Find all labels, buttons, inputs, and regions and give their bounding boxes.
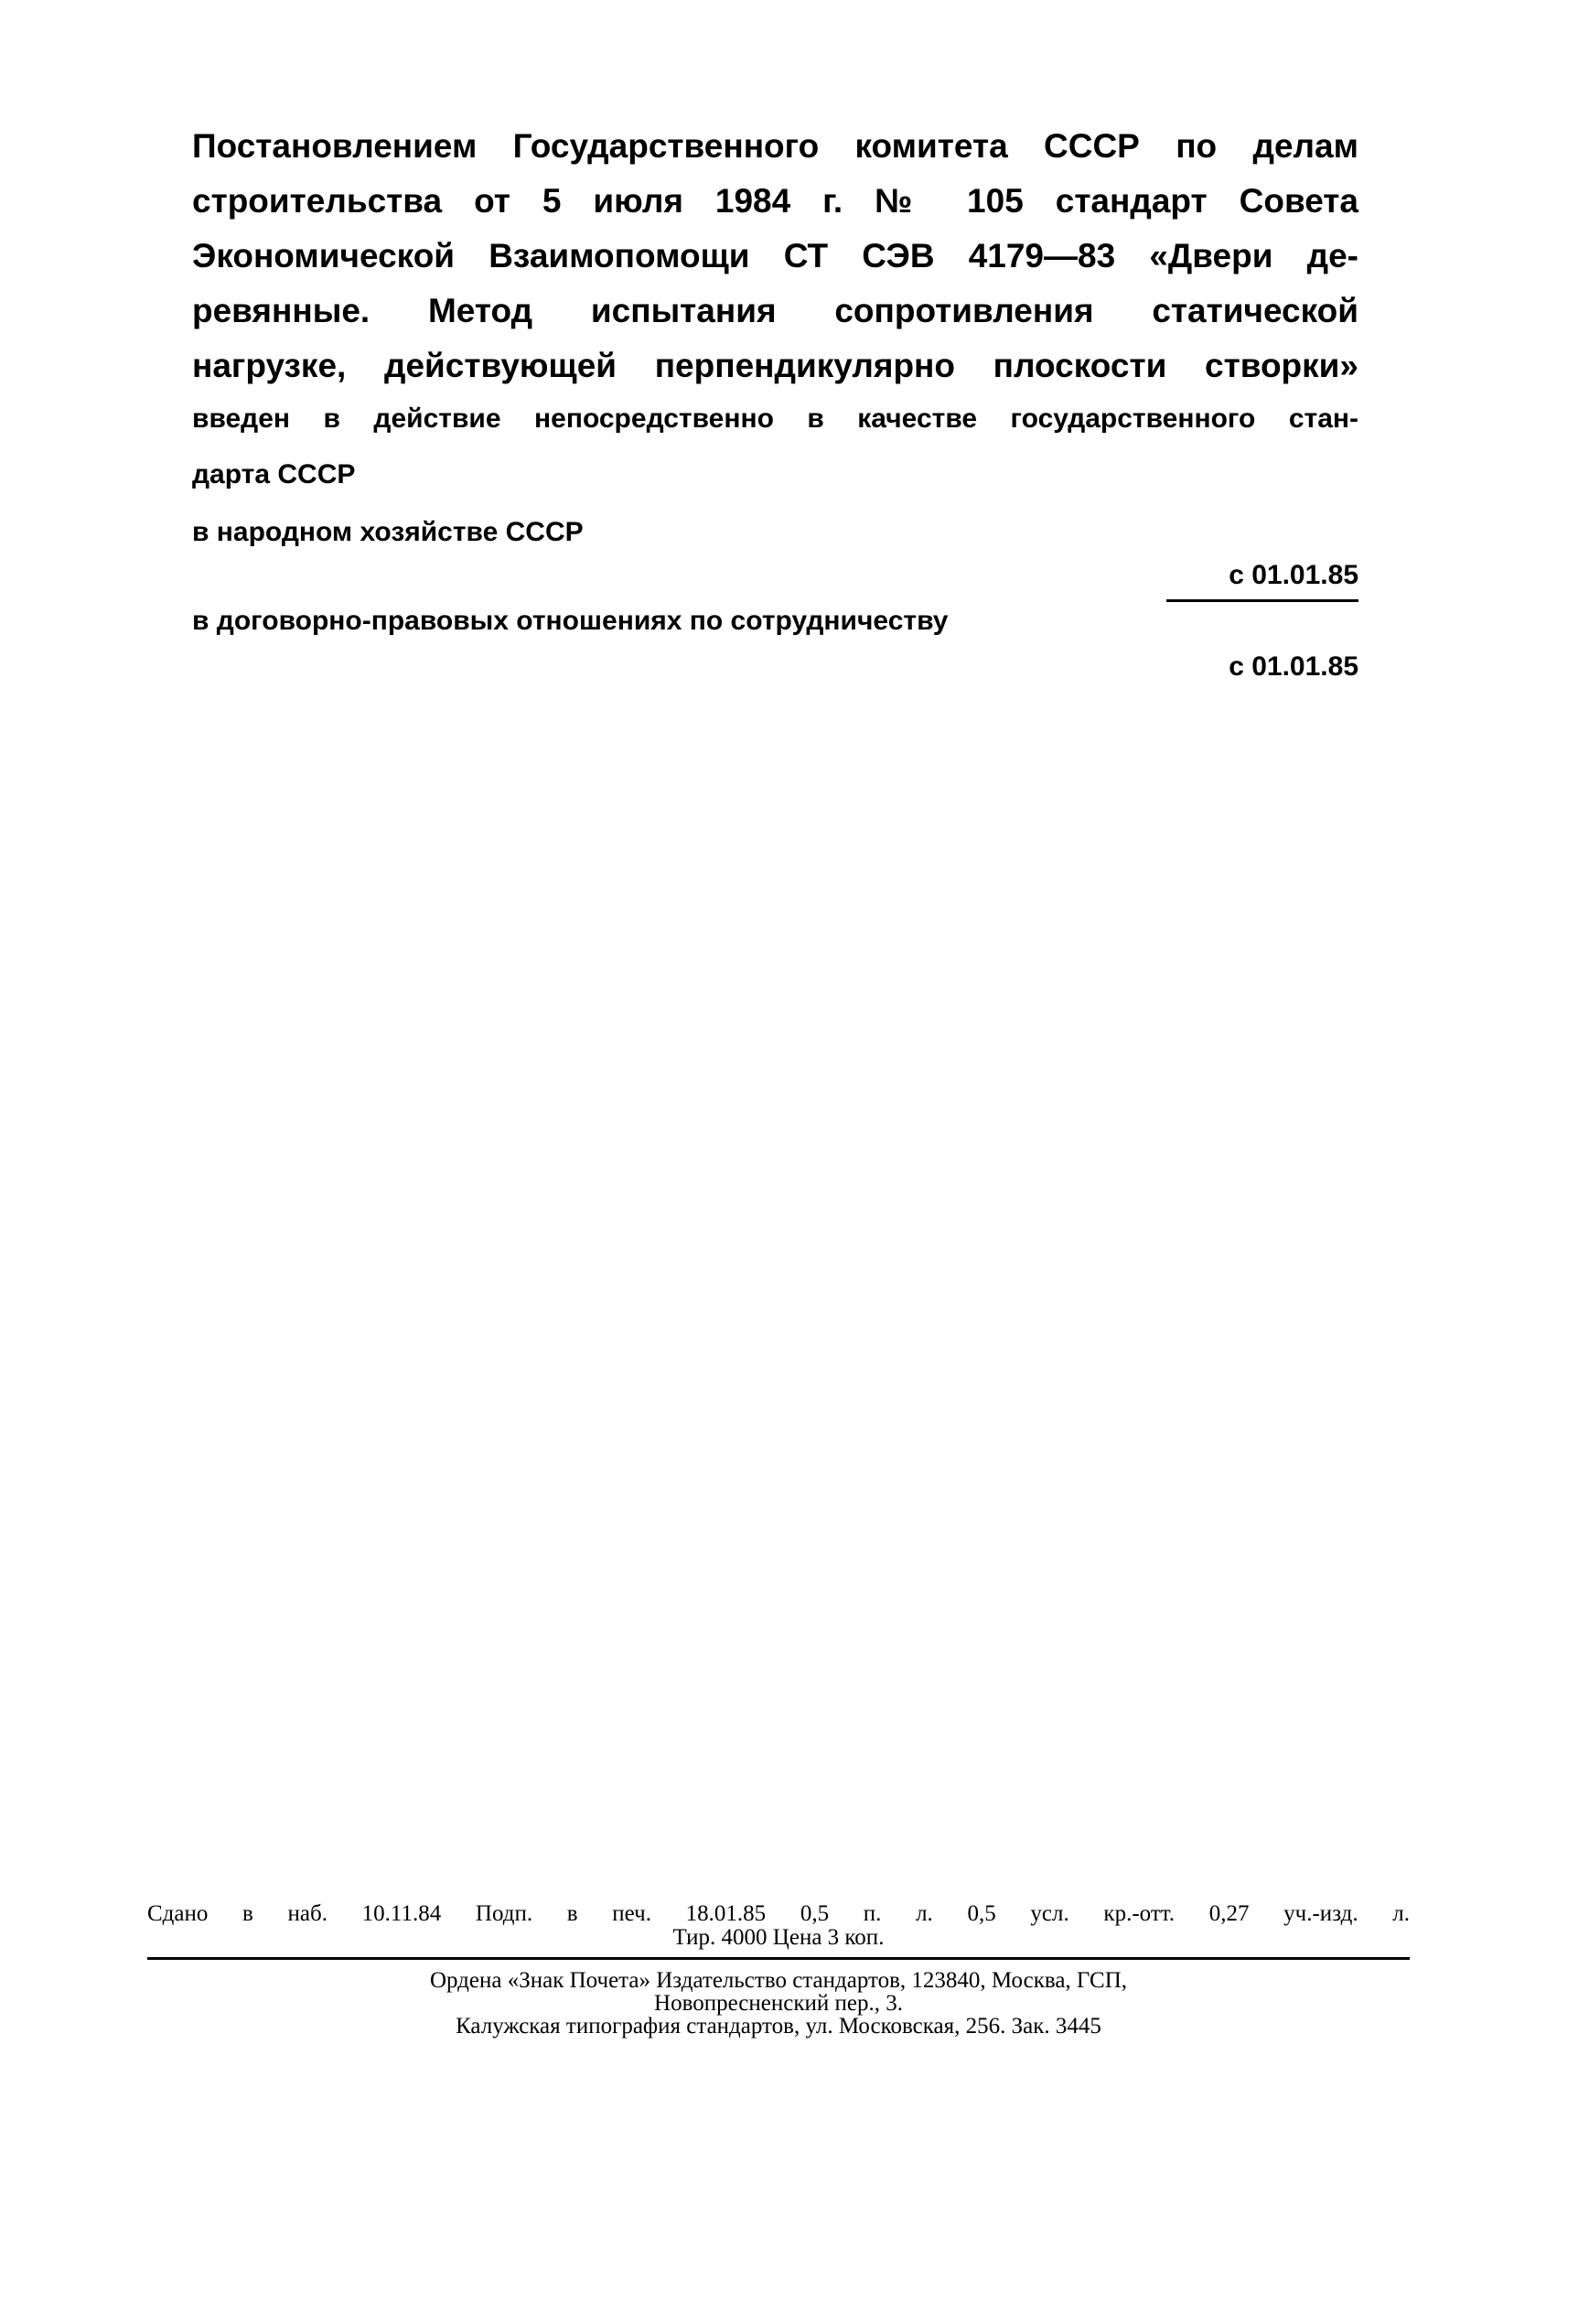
footer-rule	[147, 1957, 1410, 1960]
cooperation-date: с 01.01.85	[1229, 651, 1358, 682]
date-separator	[1166, 599, 1358, 602]
imprint-line	[147, 1901, 1410, 1927]
decree-block	[192, 0, 1358, 695]
intro-line: введен в действие непосредственно в качестве государственного стан-	[192, 403, 1358, 434]
decree-line: ревянные. Метод испытания сопротивления статической	[192, 292, 1358, 329]
national-economy-date: с 01.01.85	[1229, 560, 1358, 590]
intro-line-cont: дарта СССР	[192, 459, 356, 490]
imprint-text: Сдано в наб. 10.11.84 Подп. в печ. 18.01.85 0,5 п. л. 0,5 усл. кр.-отт. 0,27 уч.-изд. л.	[147, 1901, 1410, 1926]
cooperation-label: в договорно-правовых отношениях по сотрудничеству	[192, 606, 949, 636]
decree-line: Экономической Взаимопомощи СТ СЭВ 4179—83 «Двери де-	[192, 237, 1358, 274]
decree-title	[192, 119, 1358, 393]
national-economy-label: в народном хозяйстве СССР	[192, 517, 584, 547]
publisher-line: Ордена «Знак Почета» Издательство стандартов, 123840, Москва, ГСП,	[429, 1968, 1128, 1993]
decree-line: строительства от 5 июля 1984 г. № 105 стандарт Совета	[192, 182, 1358, 220]
decree-line: Постановлением Государственного комитета СССР по делам	[192, 127, 1358, 165]
printer-line: Калужская типография стандартов, ул. Московская, 256. Зак. 3445	[456, 2014, 1101, 2039]
decree-line: нагрузке, действующей перпендикулярно плоскости створки»	[192, 347, 1358, 384]
publisher-address: Новопресненский пер., 3.	[654, 1991, 903, 2016]
circulation-price: Тир. 4000 Цена 3 коп.	[672, 1925, 885, 1950]
